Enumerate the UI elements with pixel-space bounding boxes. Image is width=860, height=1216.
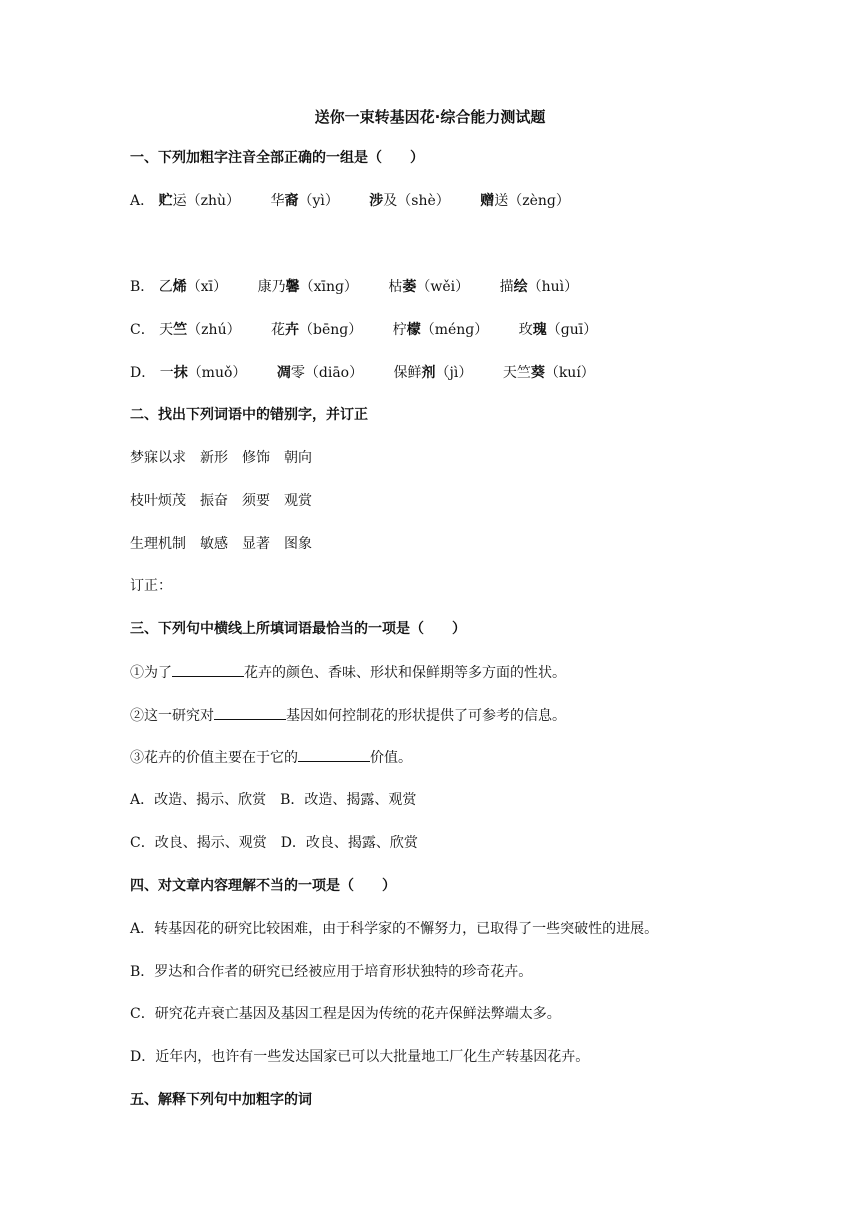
pinyin-item: 描绘（huì） [499,279,579,295]
q4-option-b: B．罗达和合作者的研究已经被应用于培育形状独特的珍奇花卉。 [130,964,533,980]
q1-option-d [130,363,621,383]
fill-blank [298,747,370,762]
pinyin-item: 凋零（diāo） [276,365,364,381]
pinyin-item: 赠送（zènɡ） [480,193,570,209]
word: 梦寐以求 [130,450,186,466]
fill-blank [214,705,286,720]
q2-word-row [130,448,326,468]
pinyin-item: 柠檬（ménɡ） [392,322,489,338]
fill-blank [172,662,244,677]
page-title: 送你一束转基因花·综合能力测试题 [314,108,546,126]
pinyin-item: 枯萎（wěi） [388,279,470,295]
q2-correction: 订正： [130,578,172,594]
pinyin-item: 涉及（shè） [369,193,450,209]
q3-sentence-2: ②这一研究对 基因如何控制花的形状提供了可参考的信息。 [130,705,566,726]
q3-options-ab: A．改造、揭示、欣赏 B．改造、揭露、观赏 [130,792,417,808]
pinyin-item: 天竺葵（kuí） [502,365,595,381]
pinyin-item: 康乃馨（xīnɡ） [257,279,358,295]
pinyin-item: 一抹（muǒ） [159,365,247,381]
word: 生理机制 [130,536,186,552]
q1-option-a [130,191,596,211]
word: 须要 [242,493,270,509]
word: 朝向 [284,450,312,466]
pinyin-item: 华裔（yì） [270,193,339,209]
q1-heading: 一、下列加粗字注音全部正确的一组是（ ） [130,150,424,166]
pinyin-item: 乙烯（xī） [158,279,228,295]
q4-heading: 四、对文章内容理解不当的一项是（ ） [130,878,396,894]
q3-sentence-3: ③花卉的价值主要在于它的 价值。 [130,747,412,768]
word: 显著 [242,536,270,552]
word: 修饰 [242,450,270,466]
q1-option-c [130,320,623,340]
q3-sentence-1: ①为了 花卉的颜色、香味、形状和保鲜期等多方面的性状。 [130,662,566,683]
pinyin-item: 玫瑰（ɡuī） [518,322,598,338]
word: 枝叶烦茂 [130,493,186,509]
q2-heading: 二、找出下列词语中的错别字，并订正 [130,407,368,423]
q1-option-b [130,277,604,297]
q2-word-row [130,491,326,511]
q4-option-a: A．转基因花的研究比较困难，由于科学家的不懈努力，已取得了一些突破性的进展。 [130,921,659,937]
pinyin-item: 保鲜剂（jì） [393,365,473,381]
q3-options-cd: C．改良、揭示、观赏 D．改良、揭露、欣赏 [130,835,418,851]
q4-option-d: D．近年内，也许有一些发达国家已可以大批量地工厂化生产转基因花卉。 [130,1049,590,1065]
word: 观赏 [284,493,312,509]
word: 新形 [200,450,228,466]
option-label: C． [130,322,155,338]
word: 图象 [284,536,312,552]
word: 振奋 [200,493,228,509]
option-label: A． [130,193,155,209]
pinyin-item: 贮运（zhù） [158,193,240,209]
option-label: D． [130,365,156,381]
q2-word-row [130,534,326,554]
q5-heading: 五、解释下列句中加粗字的词 [130,1092,312,1108]
word: 敏感 [200,536,228,552]
option-label: B． [130,279,155,295]
q4-option-c: C．研究花卉衰亡基因及基因工程是因为传统的花卉保鲜法弊端太多。 [130,1006,561,1022]
pinyin-item: 花卉（bēnɡ） [271,322,363,338]
q3-heading: 三、下列句中横线上所填词语最恰当的一项是（ ） [130,621,466,637]
pinyin-item: 天竺（zhú） [159,322,241,338]
